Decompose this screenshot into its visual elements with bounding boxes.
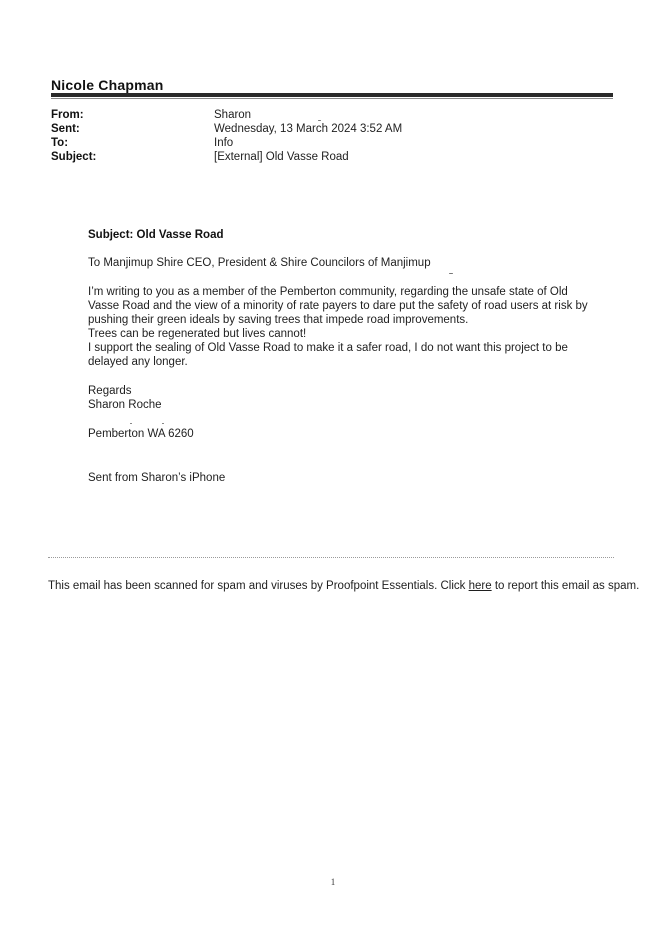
footer-text-before: This email has been scanned for spam and viruses by Proofpoint Essentials. Click [48, 580, 469, 592]
header-rule [51, 93, 613, 97]
sent-label: Sent: [51, 123, 80, 135]
body-paragraph-line: delayed any longer. [88, 356, 188, 368]
body-sent-from: Sent from Sharon’s iPhone [88, 472, 226, 484]
to-label: To: [51, 137, 69, 149]
scan-speck [318, 120, 321, 121]
from-label: From: [51, 109, 84, 121]
body-paragraph-line: Trees can be regenerated but lives cannot! [88, 328, 307, 340]
footer-dotted-rule [48, 557, 614, 558]
page-number: 1 [330, 877, 336, 887]
body-signature-location: Pemberton WA 6260 [88, 428, 194, 440]
body-paragraph-line: pushing their green ideals by saving trees that impede road improvements. [88, 314, 469, 326]
footer-text-after: to report this email as spam. [491, 580, 640, 592]
scan-speck [162, 423, 164, 424]
subject-value: [External] Old Vasse Road [214, 151, 349, 163]
body-paragraph-line: I support the sealing of Old Vasse Road to make it a safer road, I do not want this project to be [88, 342, 568, 354]
report-spam-link[interactable]: here [468, 580, 492, 592]
header-rule-thin [51, 98, 613, 99]
owner-name: Nicole Chapman [51, 77, 164, 93]
body-subject-line: Subject: Old Vasse Road [88, 229, 224, 241]
to-value: Info [214, 137, 234, 149]
body-signature-name: Sharon Roche [88, 399, 162, 411]
body-paragraph-line: Vasse Road and the view of a minority of rate payers to dare put the safety of road users at risk by [88, 300, 588, 312]
body-closing: Regards [88, 385, 132, 397]
scan-speck [130, 423, 132, 424]
sent-value: Wednesday, 13 March 2024 3:52 AM [214, 123, 403, 135]
subject-label: Subject: [51, 151, 97, 163]
footer-scan-notice [48, 580, 639, 592]
scan-speck [449, 273, 453, 274]
body-salutation: To Manjimup Shire CEO, President & Shire Councilors of Manjimup [88, 257, 431, 269]
from-value: Sharon [214, 109, 252, 121]
body-paragraph-line: I’m writing to you as a member of the Pemberton community, regarding the unsafe state of Old [88, 286, 568, 298]
